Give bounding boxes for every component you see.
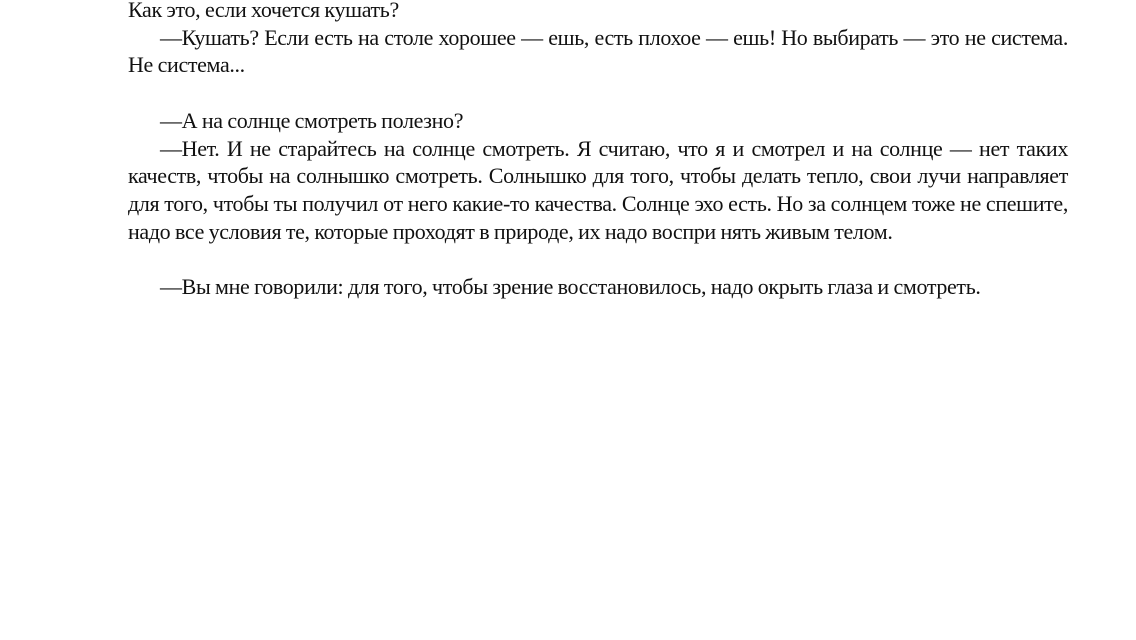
paragraph-answer-eating: —Кушать? Если есть на столе хорошее — ешь, есть плохое — ешь! Но выбирать — это не система. Не система... xyxy=(128,24,1068,78)
paragraph-question-eating: Как это, если хочется кушать? xyxy=(128,0,399,22)
paragraph-spacer xyxy=(128,245,1068,273)
paragraph-question-vision: —Вы мне говорили: для того, чтобы зрение восстановилось, надо окрыть глаза и смотреть. xyxy=(160,274,981,299)
paragraph-question-sun: —А на солнце смотреть полезно? xyxy=(160,107,464,133)
paragraph-spacer xyxy=(128,79,1068,107)
paragraph-answer-sun: —Нет. И не старайтесь на солнце смотреть. Я считаю, что я и смотрел и на солнце — нет таких качеств, чтобы на солнышко смотреть. Солнышко для того, чтобы делать тепло, свои лучи направляет для того, чтобы ты получил от него какие-то качества. Солнце эхо есть. Но за солнцем тоже не спешите, надо все условия те, которые проходят в природе, их надо воспри нять живым телом. xyxy=(128,135,1068,244)
document-page xyxy=(128,0,1068,301)
